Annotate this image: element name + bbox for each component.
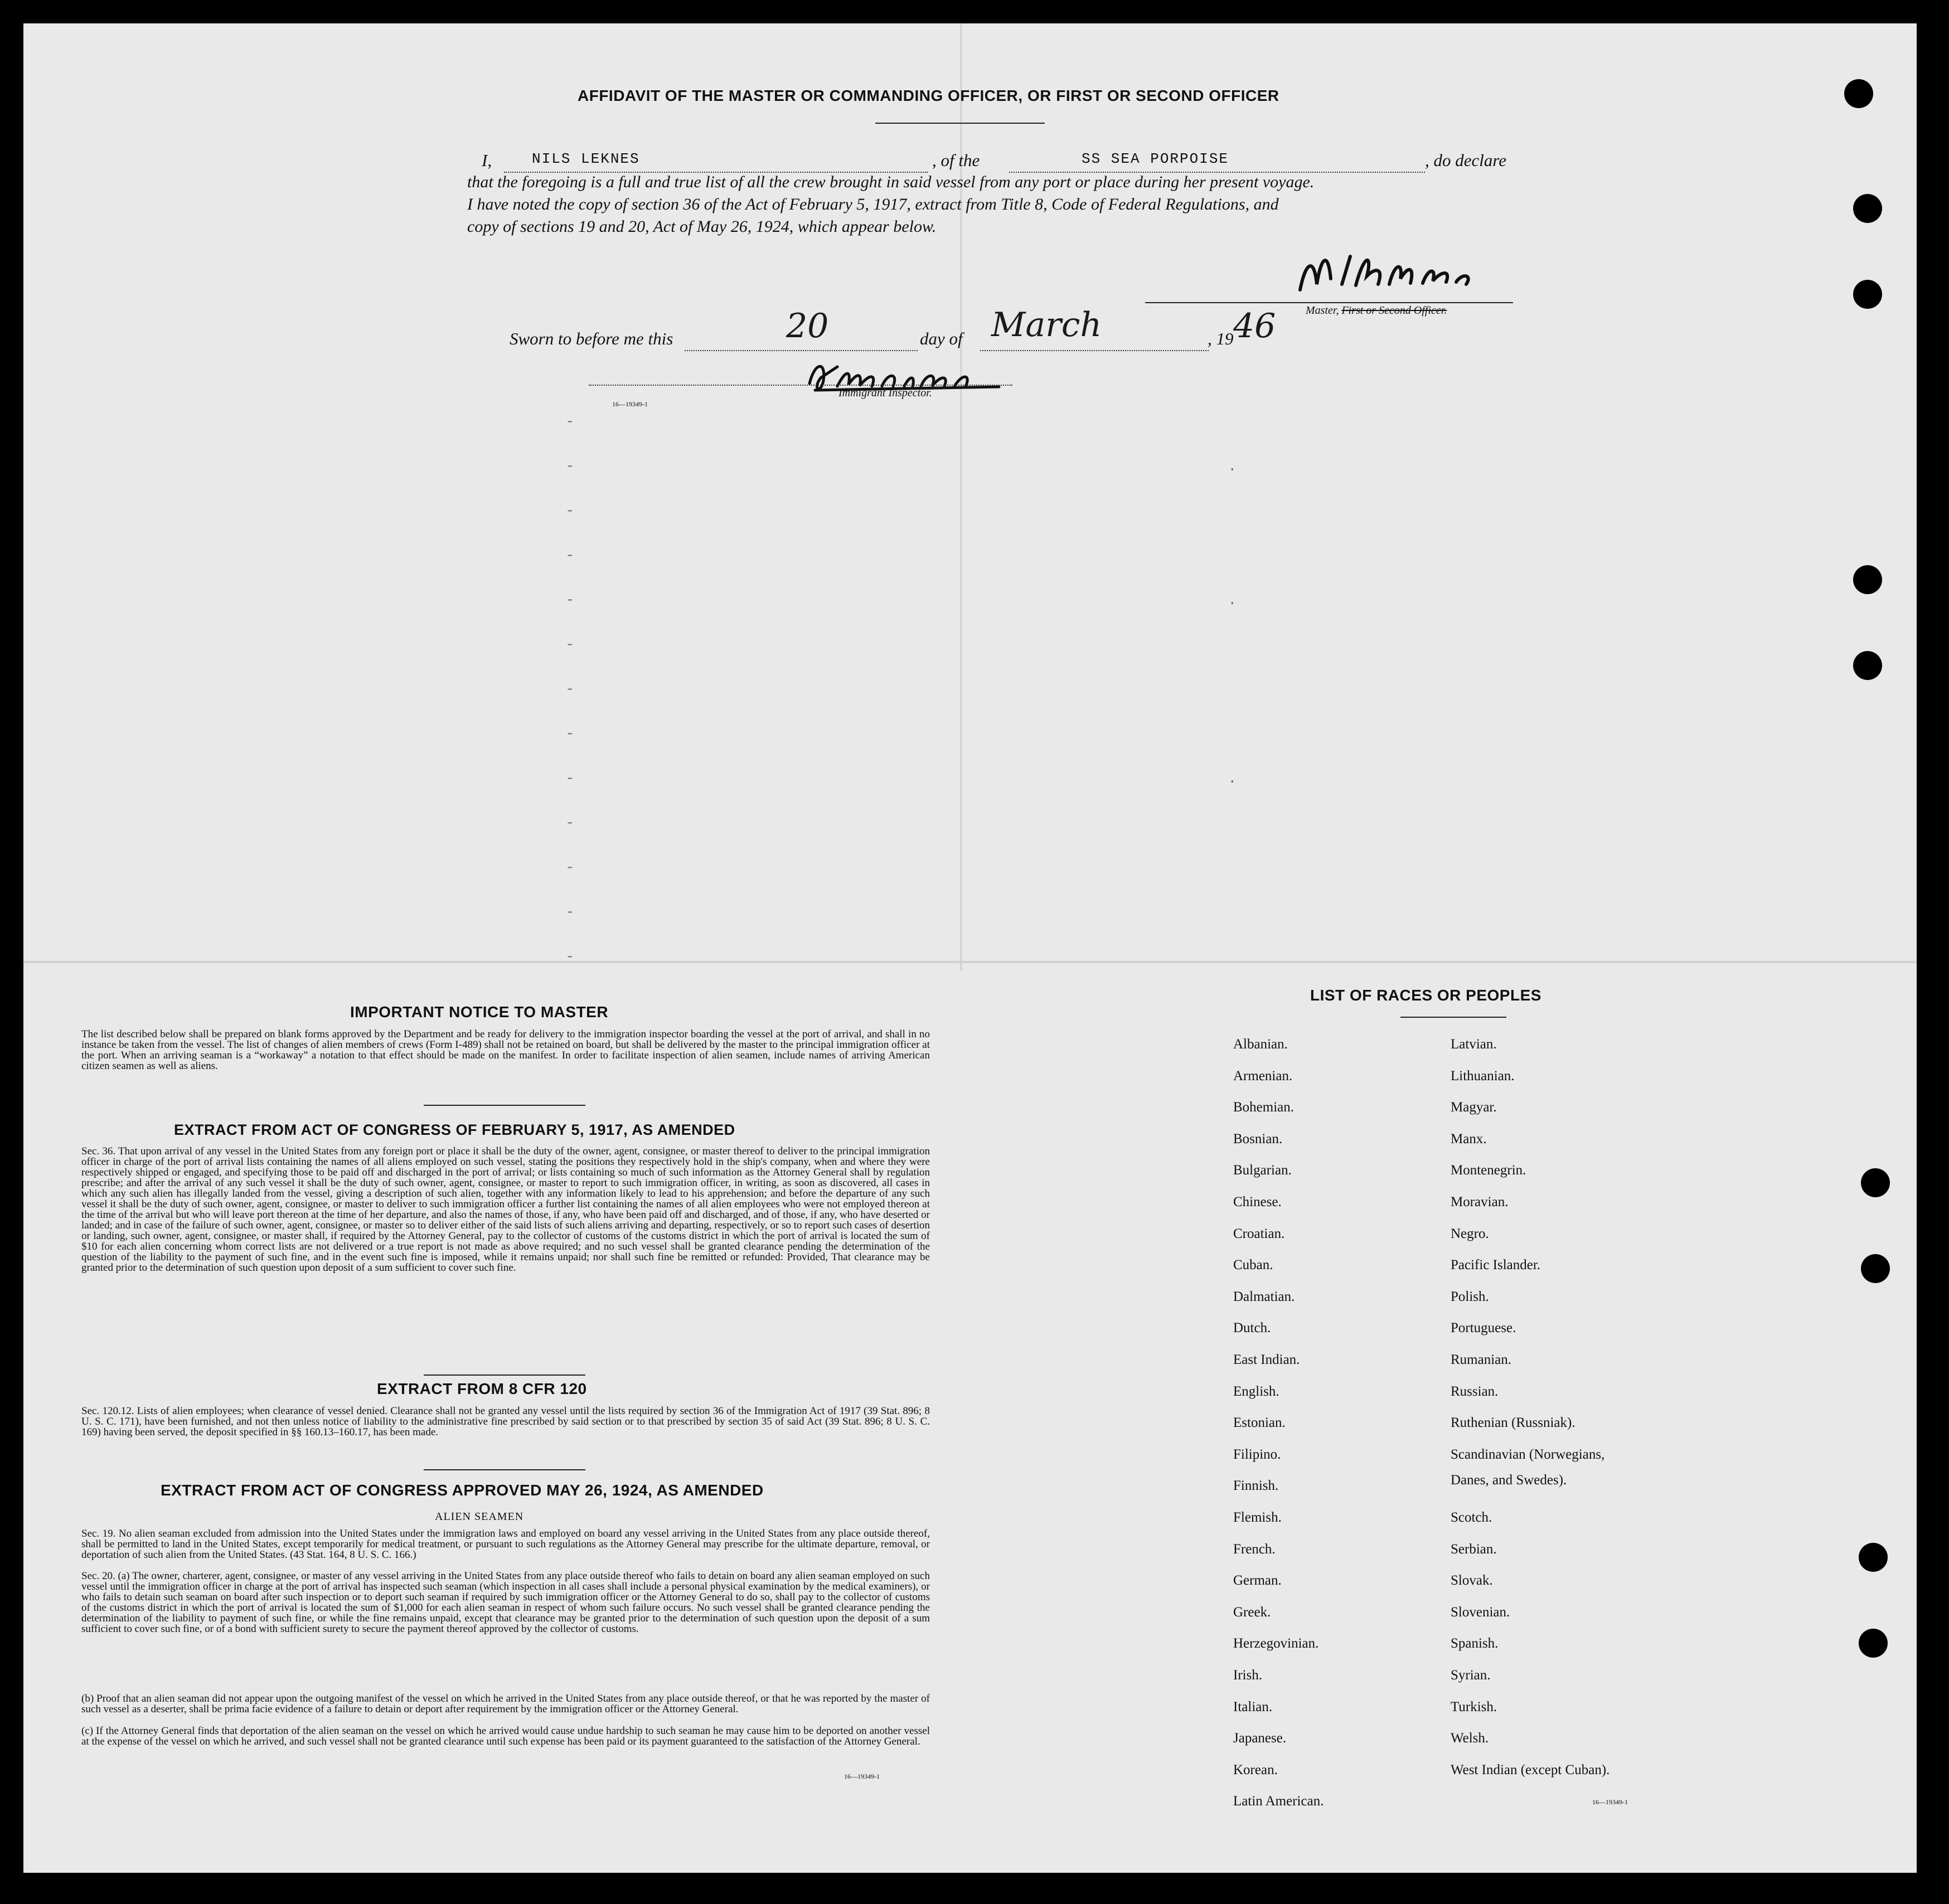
faint-mark: - — [565, 414, 575, 431]
extract-1924-sec20c: (c) If the Attorney General finds that deportation of the alien seaman on the vessel on which he arrived would cause undue hardship to such seaman he may cause him to be deported on another vessel at the expense of the vessel on which he arrived, and such vessel shall not be granted clearance until such expense has been paid or its payment guaranteed to the satisfaction of the Attorney General. — [81, 1725, 930, 1747]
race-item: Bosnian. — [1233, 1131, 1283, 1147]
race-item: East Indian. — [1233, 1352, 1300, 1367]
punch-hole — [1853, 194, 1882, 223]
faint-mark: - — [565, 681, 575, 698]
race-item: Turkish. — [1451, 1699, 1497, 1714]
race-item: Herzegovinian. — [1233, 1636, 1319, 1652]
race-item: Chinese. — [1233, 1194, 1282, 1210]
punch-hole — [1859, 1543, 1888, 1572]
faint-mark: - — [565, 547, 575, 565]
race-item: Irish. — [1233, 1668, 1263, 1683]
races-title-underline — [1400, 1017, 1506, 1018]
extract-cfr-text: Sec. 120.12. Lists of alien employees; when clearance of vessel denied. Clearance shall not be granted any vessel until the lists required by section 36 of the Immigration Act of 1917 (39 Stat. 896; 8 U. S. C. 171), have been furnished, and not then unless notice of liability to the administrative fine prescribed by said section or to that prescribed by section 35 of said Act (39 Stat. 896; 8 U. S. C. 169) having been served, the deposit specified in §§ 160.13–160.17, has been made. — [81, 1405, 930, 1438]
faint-mark: . — [1228, 770, 1237, 788]
race-item: Montenegrin. — [1451, 1163, 1526, 1178]
master-signature-line — [1145, 302, 1513, 303]
sworn-month: March — [991, 305, 1102, 344]
race-item: Pacific Islander. — [1451, 1257, 1541, 1273]
race-item: Danes, and Swedes). — [1451, 1473, 1567, 1488]
races-title: LIST OF RACES OR PEOPLES — [1310, 987, 1541, 1004]
inspector-signature-line — [589, 368, 1012, 386]
officer-name: NILS LEKNES — [532, 150, 640, 167]
punch-hole — [1859, 1629, 1888, 1658]
race-item: Manx. — [1451, 1131, 1487, 1147]
extract-1924-title: EXTRACT FROM ACT OF CONGRESS APPROVED MAY 26, 1924, AS AMENDED — [161, 1482, 764, 1499]
sworn-prefix: Sworn to before me this — [510, 329, 673, 348]
form-number: 16—19349-1 — [612, 400, 648, 408]
declaration-line-4: copy of sections 19 and 20, Act of May 26, 1924, which appear below. — [467, 217, 937, 236]
master-caption — [1306, 304, 1447, 317]
extract-cfr-title: EXTRACT FROM 8 CFR 120 — [377, 1380, 587, 1397]
struck-caption: First or Second Officer. — [1341, 304, 1447, 317]
alien-seamen-subtitle: ALIEN SEAMEN — [435, 1510, 524, 1523]
form-number: 16—19349-1 — [1592, 1798, 1628, 1806]
sworn-day: 20 — [786, 307, 829, 346]
race-item: Slovenian. — [1451, 1604, 1510, 1620]
notice-title: IMPORTANT NOTICE TO MASTER — [350, 1003, 609, 1021]
section-divider — [424, 1105, 585, 1106]
race-item: Welsh. — [1451, 1731, 1489, 1746]
master-caption-label: Master, — [1306, 304, 1339, 317]
race-item: Moravian. — [1451, 1194, 1509, 1210]
faint-mark: . — [1228, 458, 1237, 475]
race-item: Scotch. — [1451, 1510, 1492, 1525]
race-item: Cuban. — [1233, 1257, 1273, 1273]
faint-mark: - — [565, 503, 575, 520]
vessel-name: SS SEA PORPOISE — [1082, 150, 1229, 167]
faint-mark: - — [565, 815, 575, 832]
race-item: Serbian. — [1451, 1541, 1497, 1557]
race-item: Armenian. — [1233, 1068, 1293, 1084]
race-item: Russian. — [1451, 1383, 1499, 1399]
master-signature — [1289, 245, 1478, 307]
race-item: Bulgarian. — [1233, 1163, 1292, 1178]
extract-1924-sec19: Sec. 19. No alien seaman excluded from admission into the United States under the immigration laws and employed on board any vessel arriving in the United States from any place outside thereof, shall be permitted to land in the United States, except temporarily for medical treatment, or pursuant to such regulations as the Attorney General may prescribe for the ultimate departure, removal, or deportation of such alien from the United States. (43 Stat. 164, 8 U. S. C. 166.) — [81, 1528, 930, 1561]
faint-mark: - — [565, 949, 575, 966]
faint-mark: - — [565, 592, 575, 609]
race-item: Filipino. — [1233, 1446, 1281, 1462]
inspector-caption: Immigrant Inspector. — [838, 387, 932, 399]
notice-text: The list described below shall be prepared on blank forms approved by the Department and be ready for delivery to the immigration inspector boarding the vessel at the port of arrival, and shall in no instance be taken from the vessel. The list of changes of alien members of crews (Form I-489) shall not be retained on board, but shall be delivered by the master to the principal immigration officer at the port. When an arriving seaman is a “workaway” a notation to that effect should be made on the manifest. In order to facilitate inspection of alien seamen, include names of arriving American citizen seamen as well as aliens. — [81, 1028, 930, 1072]
faint-mark: . — [1228, 592, 1237, 609]
race-item: Albanian. — [1233, 1037, 1288, 1052]
race-item: Rumanian. — [1451, 1352, 1512, 1367]
punch-hole — [1853, 565, 1882, 594]
extract-1917-text: Sec. 36. That upon arrival of any vessel in the United States from any foreign port or place it shall be the duty of the owner, agent, consignee, or master thereof to deliver to the principal immigration officer in charge of the port of arrival lists containing the names of all aliens employed on such vessel, stating the positions they respectively hold in the ship's company, when and where they were respectively shipped or engaged, and specifying those to be paid off and discharged in the port of arrival; or lists containing so much of such information as the Attorney General shall by regulation prescribe; and after the arrival of any such vessel it shall be the duty of such owner, agent, consignee, or master to report to such immigration officer, in writing, as soon as discovered, all cases in which any such alien has illegally landed from the vessel, giving a description of such alien, together with any information likely to lead to his apprehension; and before the departure of any such vessel it shall be the duty of such owner, agent, consignee, or master to deliver to such immigration officer a further list containing the names of all alien employees who were not employed thereon at the time of the arrival but who will leave port thereon at the time of her departure, and also the names of those, if any, who have been paid off and discharged, and of those, if any, who have deserted or landed; and in case of the failure of such owner, agent, consignee, or master so to deliver either of the said lists of such aliens arriving and departing, respectively, or so to report such cases of desertion or landing, such owner, agent, consignee, or master shall, if required by the Attorney General, pay to the collector of customs of the customs district in which the port of arrival is located the sum of $10 for each alien concerning whom correct lists are not delivered or a true report is not made as above required; and no such vessel shall be granted clearance pending the determination of the question of the liability to the payment of such fine, and in the event such fine is imposed, while it remains unpaid; nor shall such fine be remitted or refunded: Provided, That clearance may be granted prior to the determination of such question upon deposit of a sum sufficient to cover such fine. — [81, 1145, 930, 1274]
section-divider — [424, 1469, 585, 1470]
declaration-end: , do declare — [1425, 150, 1507, 170]
race-item: Finnish. — [1233, 1478, 1279, 1494]
race-item: Magyar. — [1451, 1100, 1497, 1115]
faint-mark: - — [565, 637, 575, 654]
race-item: Croatian. — [1233, 1226, 1285, 1241]
race-item: Korean. — [1233, 1762, 1278, 1777]
race-item: Ruthenian (Russniak). — [1451, 1415, 1575, 1431]
race-item: German. — [1233, 1573, 1282, 1589]
race-item: Bohemian. — [1233, 1100, 1295, 1115]
declaration-mid: , of the — [932, 150, 980, 170]
faint-mark: - — [565, 904, 575, 921]
extract-1924-sec20b: (b) Proof that an alien seaman did not appear upon the outgoing manifest of the vessel on which he arrived in the United States from any place outside thereof, or that he was reported by the master of such vessel as a deserter, shall be prima facie evidence of a failure to detain or deport after requirement by the immigration officer or the Attorney General. — [81, 1693, 930, 1715]
affidavit-title: AFFIDAVIT OF THE MASTER OR COMMANDING OFFICER, OR FIRST OR SECOND OFFICER — [578, 87, 1279, 104]
race-item: Flemish. — [1233, 1510, 1282, 1525]
form-number: 16—19349-1 — [844, 1772, 880, 1780]
document-page — [23, 23, 1917, 1873]
race-item: Spanish. — [1451, 1636, 1499, 1652]
faint-mark: - — [565, 859, 575, 877]
punch-hole — [1853, 651, 1882, 680]
race-item: West Indian (except Cuban). — [1451, 1762, 1610, 1777]
declaration-line-3: I have noted the copy of section 36 of the Act of February 5, 1917, extract from Title 8, Code of Federal Regulations, and — [467, 195, 1279, 213]
faint-mark: - — [565, 458, 575, 475]
punch-hole — [1861, 1254, 1890, 1283]
race-item: Latvian. — [1451, 1037, 1497, 1052]
race-item: English. — [1233, 1383, 1279, 1399]
race-item: Dalmatian. — [1233, 1289, 1295, 1304]
race-item: Greek. — [1233, 1604, 1271, 1620]
race-item: Polish. — [1451, 1289, 1489, 1304]
declaration-line-2: that the foregoing is a full and true list of all the crew brought in said vessel from any port or place during her present voyage. — [467, 173, 1315, 191]
section-divider — [424, 1374, 585, 1376]
faint-mark: - — [565, 726, 575, 743]
extract-1917-title: EXTRACT FROM ACT OF CONGRESS OF FEBRUARY 5, 1917, AS AMENDED — [174, 1121, 735, 1138]
year-prefix: , 19 — [1208, 329, 1234, 348]
race-item: Slovak. — [1451, 1573, 1493, 1589]
punch-hole — [1861, 1168, 1890, 1197]
faint-mark: - — [565, 770, 575, 788]
race-item: Latin American. — [1233, 1794, 1324, 1809]
race-item: Dutch. — [1233, 1320, 1271, 1336]
race-item: Scandinavian (Norwegians, — [1451, 1446, 1605, 1462]
fold-crease-horizontal — [23, 961, 1917, 963]
title-underline — [875, 123, 1045, 124]
race-item: Estonian. — [1233, 1415, 1286, 1431]
day-of-label: day of — [920, 329, 963, 348]
race-item: Japanese. — [1233, 1731, 1287, 1746]
race-item: French. — [1233, 1541, 1276, 1557]
race-item: Syrian. — [1451, 1668, 1491, 1683]
extract-1924-sec20a: Sec. 20. (a) The owner, charterer, agent, consignee, or master of any vessel arriving in the United States from any place outside thereof who fails to detain on board any alien seaman employed on such vessel until the immigration officer in charge at the port of arrival has inspected such seaman (which inspection in all cases shall include a personal physical examination by the medical examiners), or who fails to detain such seaman on board after such inspection or to deport such seaman if required by such immigration officer or the Attorney General to do so, shall pay to the collector of customs of the customs district in which the port of arrival is located the sum of $1,000 for each alien seaman in respect of whom such failure occurs. No such vessel shall be granted clearance pending the determination of the liability to payment of such fine, or while the fine remains unpaid, except that clearance may be granted prior to the determination of such question upon the deposit of a sum sufficient to cover such fine, or of a bond with sufficient surety to secure the payment thereof approved by the collector of customs. — [81, 1570, 930, 1635]
declaration-prefix: I, — [482, 150, 492, 170]
punch-hole — [1853, 280, 1882, 309]
race-item: Italian. — [1233, 1699, 1273, 1714]
race-item: Portuguese. — [1451, 1320, 1516, 1336]
punch-hole — [1844, 79, 1873, 108]
sworn-year: 46 — [1233, 307, 1276, 346]
race-item: Lithuanian. — [1451, 1068, 1515, 1084]
race-item: Negro. — [1451, 1226, 1489, 1241]
